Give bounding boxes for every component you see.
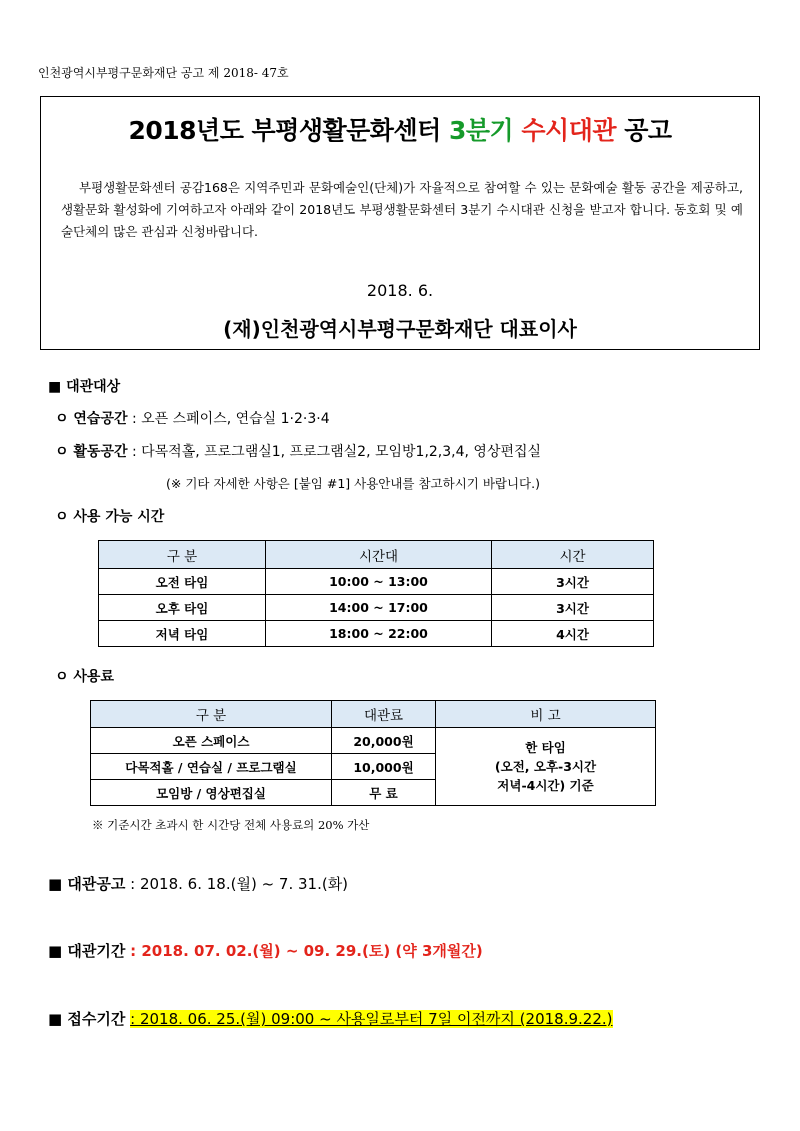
activity-space-label: ㅇ 활동공간 [55,444,128,460]
hours-heading: ㅇ 사용 가능 시간 [55,509,165,525]
rental-period-row [48,940,483,961]
fees-cell: 모임방 / 영상편집실 [91,780,332,806]
notice-number: 인천광역시부평구문화재단 공고 제 2018- 47호 [38,66,289,80]
practice-space-label: ㅇ 연습공간 [55,411,128,427]
hours-cell: 오후 타임 [99,595,266,621]
hours-cell: 저녁 타임 [99,621,266,647]
hours-cell: 3시간 [492,595,654,621]
target-heading: ■ 대관대상 [48,379,121,395]
intro-paragraph: 부평생활문화센터 공감168은 지역주민과 문화예술인(단체)가 자율적으로 참여할 수 있는 문화예술 활동 공간을 제공하고, 생활문화 활성화에 기여하고자 아래와 같이 2018년도 부평생활문화센터 3분기 수시대관 신청을 받고자 합니다. 동호회 및 예술단체의 많은 관심과 신청바랍니다. [61,180,743,239]
document-title [41,111,759,147]
title-part4: 공고 [616,116,672,145]
announcement-box [40,96,760,350]
fees-heading: ㅇ 사용료 [55,669,114,685]
fees-remark-line1: 한 타임 [525,740,566,755]
title-part1: 2018년도 부평생활문화센터 [128,116,449,145]
fees-cell: 무 료 [332,780,436,806]
hours-cell: 10:00 ~ 13:00 [266,569,492,595]
fees-cell: 다목적홀 / 연습실 / 프로그램실 [91,754,332,780]
fees-cell: 오픈 스페이스 [91,728,332,754]
rental-period-value: : 2018. 07. 02.(월) ~ 09. 29.(토) (약 3개월간) [130,942,483,960]
fees-header-fee: 대관료 [332,701,436,728]
table-row [99,595,654,621]
announcement-period-value: : 2018. 6. 18.(월) ~ 7. 31.(화) [130,875,349,893]
fees-note: ※ 기준시간 초과시 한 시간당 전체 사용료의 20% 가산 [92,818,370,832]
title-quarter: 3분기 [448,116,514,145]
announcement-period-label: ■ 대관공고 [48,875,126,893]
hours-cell: 18:00 ~ 22:00 [266,621,492,647]
reception-period-row [48,1008,613,1029]
hours-cell: 3시간 [492,569,654,595]
hours-header-timeslot: 시간대 [266,541,492,569]
table-row [99,569,654,595]
hours-header-duration: 시간 [492,541,654,569]
hours-cell: 14:00 ~ 17:00 [266,595,492,621]
activity-space-row [55,441,541,461]
reception-period-label: ■ 접수기간 [48,1010,126,1028]
fees-header-row [91,701,656,728]
fees-remark-cell [436,728,656,806]
table-row [91,728,656,754]
fees-header-category: 구 분 [91,701,332,728]
reception-period-value: : 2018. 06. 25.(월) 09:00 ~ 사용일로부터 7일 이전까지 (2018.9.22.) [130,1010,613,1028]
target-note: (※ 기타 자세한 사항은 [붙임 #1] 사용안내를 참고하시기 바랍니다.) [166,476,540,491]
practice-space-row [55,408,330,428]
announcement-date: 2018. 6. [366,281,434,300]
hours-cell: 4시간 [492,621,654,647]
fees-remark-line3: 저녁-4시간) 기준 [497,778,594,793]
rental-period-label: ■ 대관기간 [48,942,126,960]
fees-table [90,700,656,806]
announcement-period-row [48,873,348,894]
hours-header-category: 구 분 [99,541,266,569]
fees-remark-line2: (오전, 오후-3시간 [494,759,597,774]
title-rental-type: 수시대관 [521,116,616,145]
fees-header-remark: 비 고 [436,701,656,728]
signature: (재)인천광역시부평구문화재단 대표이사 [223,317,577,341]
fees-cell: 20,000원 [332,728,436,754]
activity-space-value: : 다목적홀, 프로그램실1, 프로그램실2, 모임방1,2,3,4, 영상편집실 [131,444,542,460]
hours-cell: 오전 타임 [99,569,266,595]
hours-header-row [99,541,654,569]
fees-cell: 10,000원 [332,754,436,780]
table-row [99,621,654,647]
hours-table [98,540,654,647]
practice-space-value: : 오픈 스페이스, 연습실 1·2·3·4 [131,411,330,427]
